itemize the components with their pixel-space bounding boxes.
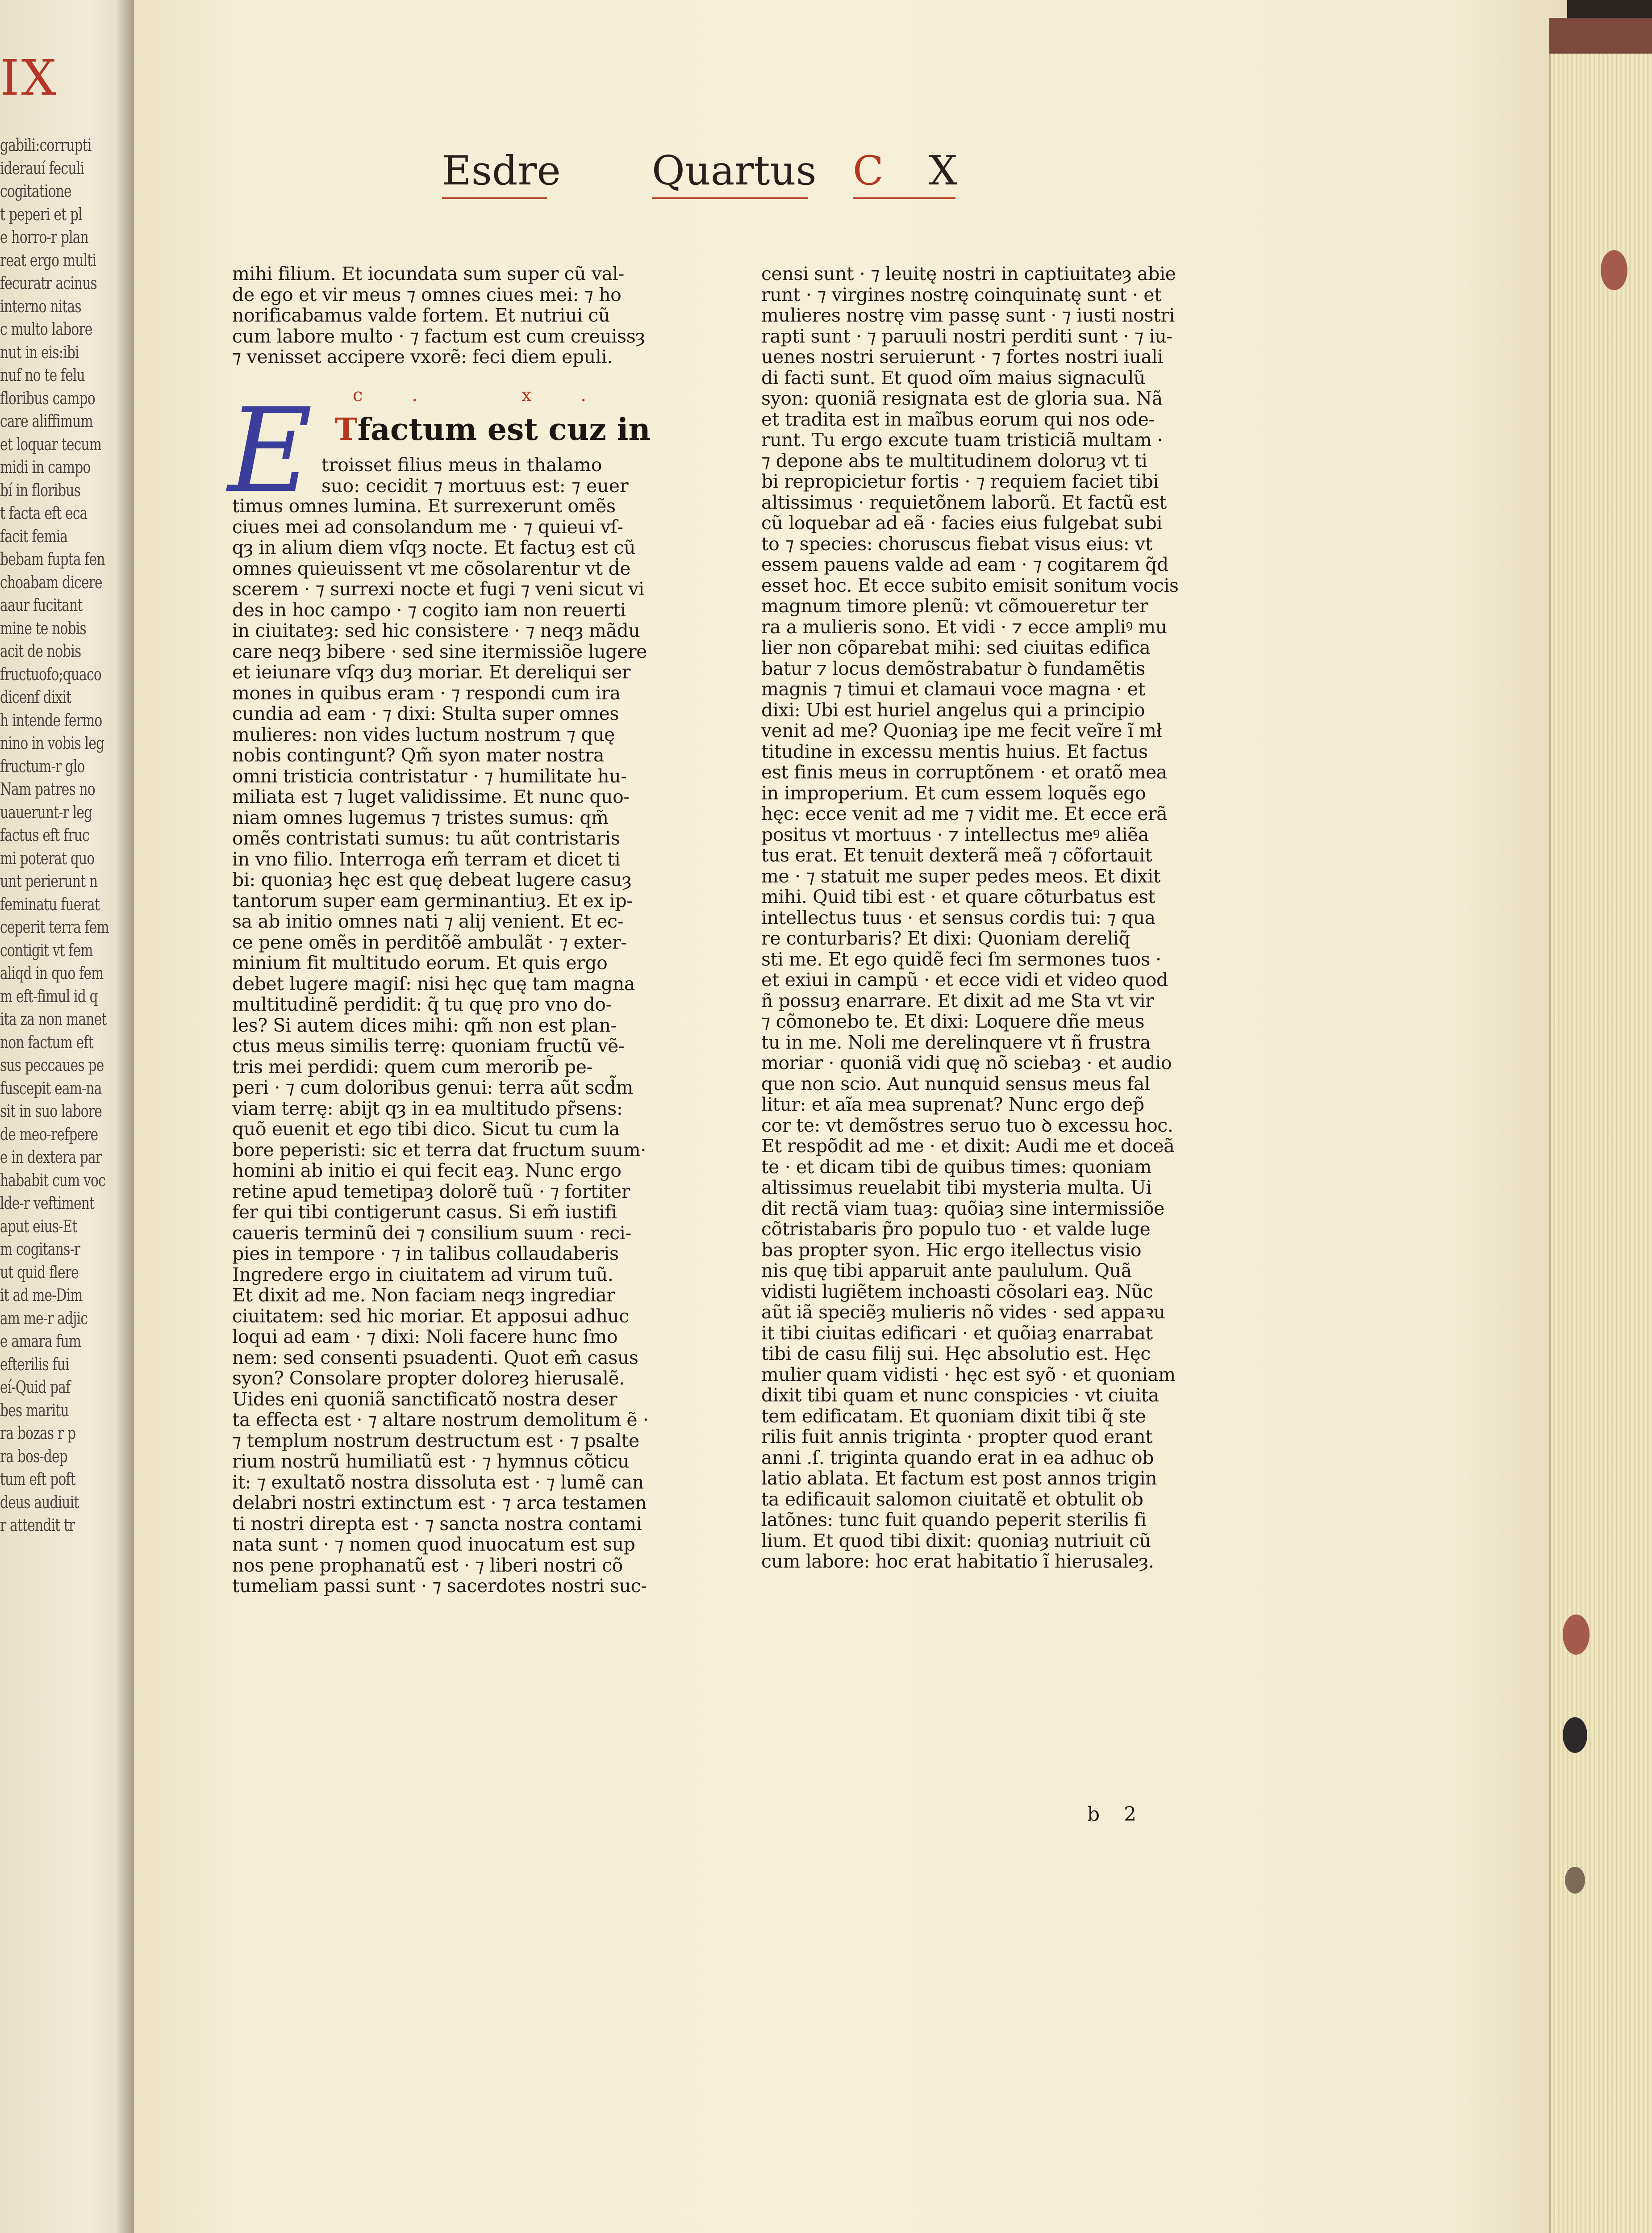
text-line: mihi filium. Et iocundata sum super cũ val- bbox=[232, 263, 624, 284]
clasp-pin-middle bbox=[1563, 1614, 1589, 1655]
page-edges bbox=[1549, 54, 1652, 2233]
text-line: et tradita est in maĩbus eorum qui nos ode- bbox=[761, 408, 1155, 430]
text-line: niam omnes lugemus ⁊ tristes sumus: qm̃ bbox=[232, 807, 609, 828]
text-line: mones in quibus eram · ⁊ respondi cum ira bbox=[232, 682, 621, 704]
text-line: moriar · quoniã vidi quę nõ sciebaȝ · et audio bbox=[761, 1052, 1172, 1074]
text-line: sa ab initio omnes nati ⁊ alij venient. Et ec- bbox=[232, 911, 624, 932]
signature-mark: b 2 bbox=[1087, 1803, 1146, 1826]
header-title: Quartus bbox=[652, 147, 817, 194]
left-folio-number: IX bbox=[0, 49, 58, 106]
text-line: Uides eni quoniã sanctificatõ nostra deser bbox=[232, 1388, 617, 1410]
text-line: care neqȝ bibere · sed sine itermissiõe lugere bbox=[232, 640, 647, 662]
text-line: multitudinẽ perdidit: q̃ tu quę pro vno do- bbox=[232, 994, 612, 1015]
text-line: litur: et aĩa mea suprenat? Nunc ergo dep̃ bbox=[761, 1094, 1144, 1115]
text-line: anni .ſ. triginta quando erat in ea adhuc ob bbox=[761, 1447, 1154, 1468]
text-line: syon: quoniã resignata est de gloria sua. Nã bbox=[761, 388, 1163, 409]
text-line: intellectus tuus · et sensus cordis tui: ⁊ qua bbox=[761, 907, 1156, 928]
text-line: bi: quoniaȝ hęc est quę debeat lugere casuȝ bbox=[232, 869, 632, 891]
text-line: ti nostri direpta est · ⁊ sancta nostra contami bbox=[232, 1513, 642, 1535]
text-line: rilis fuit annis triginta · propter quod erant bbox=[761, 1426, 1153, 1447]
text-line: caueris terminũ dei ⁊ consilium suum · reci- bbox=[232, 1222, 631, 1244]
text-line: magnis ⁊ timui et clamaui voce magna · et bbox=[761, 678, 1145, 700]
text-line: suo: cecidit ⁊ mortuus est: ⁊ euer bbox=[321, 475, 629, 497]
text-line: runt. Tu ergo excute tuam tristiciã multam · bbox=[761, 429, 1163, 451]
text-line: dit rectã viam tuaȝ: quõiaȝ sine intermissiõe bbox=[761, 1197, 1164, 1219]
text-line: altissimus · requietõnem laborũ. Et factũ est bbox=[761, 491, 1167, 513]
text-line: tem edificatam. Et quoniam dixit tibi q̃ ste bbox=[761, 1405, 1146, 1427]
text-line: syon? Consolare propter doloreȝ hierusalẽ. bbox=[232, 1367, 625, 1389]
text-line: mihi. Quid tibi est · et quare cõturbatus est bbox=[761, 886, 1156, 907]
text-line: cum labore multo · ⁊ factum est cum creuissȝ bbox=[232, 325, 645, 347]
text-line: et exiui in campũ · et ecce vidi et video quod bbox=[761, 969, 1168, 991]
text-line: cum labore: hoc erat habitatio ĩ hierusaleȝ. bbox=[761, 1551, 1154, 1572]
left-page-text: gabili:corrupti iderauí feculi cogitatione t peperi et pl e horro-r plan reat ergo multi fecuratr acinus interno nitas c multo labore nut in eis:ibi nuf no te felu floribus campo care aliffimum et loquar tecum midi in campo bí in floribus t facta eft eca facit femia bebam fupta fen choabam dicere aaur fucitant mine te nobis acit de nobis fructuofo;quaco dicenf dixit h intende fermo nino in vobis leg fructum-r glo Nam patres no uauerunt-r leg factus eft fruc mi poterat quo unt perierunt n feminatu fuerat ceperit terra fem contigit vt fem aliqd in quo fem m eft-fimul id q ita za non manet non factum eft sus peccaues pe fuscepit eam-na sit in suo labore de meo-refpere e in dextera par hababit cum voc lde-r veftiment aput eius-Et m cogitans-r ut quid flere it ad me-Dim am me-r adjic e amara fum efterilis fui eí-Quid paf bes maritu ra bozas r p ra bos-dep tum eft poft deus audiuit r attendit tr bbox=[0, 135, 109, 1535]
text-line: ra a mulieris sono. Et vidi · ⁊ ecce ampliꝰ mu bbox=[761, 616, 1167, 638]
text-line: bas propter syon. Hic ergo itellectus visio bbox=[761, 1239, 1142, 1261]
text-line: debet lugere magiſ: nisi hęc quę tam magna bbox=[232, 973, 635, 995]
rubric-letter: T bbox=[335, 412, 358, 447]
text-line: delabri nostri extinctum est · ⁊ arca testamen bbox=[232, 1492, 647, 1514]
text-line: positus vt mortuus · ⁊ intellectus meꝰ aliẽa bbox=[761, 824, 1149, 845]
text-line: in vno filio. Interroga em̃ terram et dicet ti bbox=[232, 848, 621, 870]
text-line: mulieres: non vides luctum nostrum ⁊ quę bbox=[232, 723, 615, 745]
text-line: ce pene omẽs in perditõẽ ambulãt · ⁊ exter- bbox=[232, 931, 627, 953]
text-line: it: ⁊ exultatõ nostra dissoluta est · ⁊ lumẽ can bbox=[232, 1471, 644, 1493]
text-line: fer qui tibi contigerunt casus. Si em̃ iustifi bbox=[232, 1201, 617, 1223]
text-line: te · et dicam tibi de quibus times: quoniam bbox=[761, 1156, 1151, 1178]
text-line: lier non cõparebat mihi: sed ciuitas edifica bbox=[761, 637, 1151, 658]
text-line: bi repropicietur fortis · ⁊ requiem faciet tibi bbox=[761, 471, 1159, 492]
text-line: omnes quieuissent vt me cõsolarentur vt ḋe bbox=[232, 557, 631, 579]
text-line: ctus meus similis terrę: quoniam fructũ vẽ- bbox=[232, 1035, 625, 1057]
text-line: essem pauens valde ad eam · ⁊ cogitarem q̃d bbox=[761, 554, 1168, 575]
text-line: hęc: ecce venit ad me ⁊ vidit me. Et ecce erã bbox=[761, 803, 1168, 824]
text-line: re conturbaris? Et dixi: Quoniam dereliq̃ bbox=[761, 928, 1131, 949]
text-line: aũt iã speciẽȝ mulieris nõ vides · sed appaꝛu bbox=[761, 1301, 1165, 1323]
text-line: latõnes: tunc fuit quando peperit sterilis fi bbox=[761, 1509, 1147, 1530]
running-header bbox=[442, 147, 978, 201]
text-line: omẽs contristati sumus: tu aũt contristaris bbox=[232, 828, 620, 849]
text-line: que non scio. Aut nunquid sensus meus fal bbox=[761, 1073, 1150, 1095]
text-line: di facti sunt. Et quod oĩm maius signaculũ bbox=[761, 367, 1145, 389]
text-line: in improperium. Et cum essem loquẽs ego bbox=[761, 782, 1146, 804]
text-line: nos pene prophanatũ est · ⁊ liberi nostri cõ bbox=[232, 1554, 623, 1576]
text-line: tus erat. Et tenuit dexterã meã ⁊ cõfortauit bbox=[761, 845, 1152, 866]
text-line: les? Si autem dices mihi: qm̃ non est plan- bbox=[232, 1014, 617, 1036]
text-line: latio ablata. Et factum est post annos trigin bbox=[761, 1468, 1157, 1489]
text-line: retine apud temetipaȝ dolorẽ tuũ · ⁊ fortiter bbox=[232, 1180, 630, 1202]
text-line: ⁊ venisset accipere vxorẽ: feci diem epuli. bbox=[232, 346, 613, 368]
text-line: tibi de casu filij sui. Hęc absolutio est. Hęc bbox=[761, 1343, 1151, 1364]
text-line: nobis contingunt? Qm̃ syon mater nostra bbox=[232, 744, 605, 766]
text-line: batur ⁊ locus demõstrabatur ꝺ fundamẽtis bbox=[761, 657, 1145, 679]
text-line: Ingredere ergo in ciuitatem ad virum tuũ. bbox=[232, 1263, 613, 1285]
text-line: ⁊ cõmonebo te. Et dixi: Loquere dñe meus bbox=[761, 1011, 1145, 1032]
text-line: nata sunt · ⁊ nomen quod inuocatum est sup bbox=[232, 1534, 635, 1555]
text-line: quõ euenit et ego tibi dico. Sicut tu cum la bbox=[232, 1118, 620, 1140]
text-line: norificabamus valde fortem. Et nutriui cũ bbox=[232, 305, 610, 326]
header-book: Esdre bbox=[442, 147, 561, 194]
decorated-initial: E bbox=[228, 384, 313, 519]
text-line: viam terrę: abijt qȝ in ea multitudo pr̃sens: bbox=[232, 1097, 623, 1119]
text-line: Et respõdit ad me · et dixit: Audi me et doceã bbox=[761, 1135, 1175, 1157]
column-right bbox=[761, 263, 1179, 1572]
text-line: dixi: Ubi est huriel angelus qui a principio bbox=[761, 699, 1145, 721]
clasp-pin-top bbox=[1601, 250, 1627, 290]
text-line: tu in me. Noli me derelinquere vt ñ frustra bbox=[761, 1031, 1151, 1053]
text-line: miliata est ⁊ luget validissime. Et nunc quo- bbox=[232, 786, 630, 807]
text-line: mulier quam vidisti · hęc est syõ · et quoniam bbox=[761, 1363, 1176, 1385]
text-line: sti me. Et ego quidẽ feci ſm sermones tuos · bbox=[761, 948, 1161, 970]
text-line: cõtristabaris p̃ro populo tuo · et valde luge bbox=[761, 1218, 1151, 1240]
text-line: ciues mei ad consolandum me · ⁊ quieui vſ- bbox=[232, 516, 623, 538]
text-line: censi sunt · ⁊ leuitę nostri in captiuitateȝ abie bbox=[761, 263, 1176, 284]
text-line: runt · ⁊ virgines nostrę coinquinatę sunt · et bbox=[761, 284, 1162, 305]
text-line: timus omnes lumina. Et surrexerunt omẽs bbox=[232, 495, 616, 517]
text-line: dixit tibi quam et nunc conspicies · vt ciuita bbox=[761, 1384, 1159, 1406]
text-line: nem: sed consenti psuadenti. Quot em̃ casus bbox=[232, 1346, 638, 1368]
text-line: minium fit multitudo eorum. Et quis ergo bbox=[232, 952, 608, 974]
opening-continuation bbox=[321, 455, 634, 496]
text-line: cundia ad eam · ⁊ dixi: Stulta super omnes bbox=[232, 703, 619, 724]
text-line: to ⁊ species: choruscus fiebat visus eius: vt bbox=[761, 533, 1152, 555]
text-line: des in hoc campo · ⁊ cogito iam non reuerti bbox=[232, 599, 626, 621]
text-line: ñ possuȝ enarrare. Et dixit ad me Sta vt vir bbox=[761, 990, 1154, 1012]
header-folio-letter: C bbox=[853, 147, 884, 194]
text-line: qȝ in alium diem vſqȝ nocte. Et factuȝ est cũ bbox=[232, 537, 636, 558]
chapter-opening bbox=[335, 412, 651, 447]
text-line: lium. Et quod tibi dixit: quoniaȝ nutriuit cũ bbox=[761, 1530, 1151, 1551]
text-line: ⁊ depone abs te multitudinem doloruȝ vt ti bbox=[761, 450, 1147, 472]
text-line: bore peperisti: sic et terra dat fructum suum· bbox=[232, 1139, 646, 1161]
text-line: ciuitatem: sed hic moriar. Et apposui adhuc bbox=[232, 1305, 629, 1327]
text-line: omni tristicia contristatur · ⁊ humilitate hu- bbox=[232, 765, 627, 787]
text-line: est finis meus in corruptõnem · et oratõ mea bbox=[761, 761, 1167, 783]
text-line: troisset filius meus in thalamo bbox=[321, 454, 602, 476]
column-left-body bbox=[232, 495, 649, 1597]
clasp-pin-lower bbox=[1565, 1867, 1585, 1894]
text-line: ⁊ templum nostrum destructum est · ⁊ psalte bbox=[232, 1430, 639, 1451]
opening-text: factum est cuz in bbox=[357, 412, 651, 447]
text-line: ta edificauit salomon ciuitatẽ et obtulit ob bbox=[761, 1488, 1143, 1510]
header-folio-number: X bbox=[929, 147, 958, 194]
text-line: nis quę tibi apparuit ante paululum. Quã bbox=[761, 1260, 1132, 1281]
text-line: tantorum super eam germinantiuȝ. Et ex ip- bbox=[232, 890, 633, 912]
text-line: rapti sunt · ⁊ paruuli nostri perditi sunt · ⁊ iu- bbox=[761, 325, 1172, 347]
text-line: altissimus reuelabit tibi mysteria multa. Ui bbox=[761, 1177, 1152, 1198]
text-line: et ieiunare vſqȝ duȝ moriar. Et dereliqui ser bbox=[232, 661, 631, 683]
text-line: uenes nostri seruierunt · ⁊ fortes nostri iuali bbox=[761, 346, 1163, 368]
text-line: magnum timore plenũ: vt cõmoueretur ter bbox=[761, 595, 1148, 617]
text-line: scerem · ⁊ surrexi nocte et fugi ⁊ veni sicut vi bbox=[232, 578, 644, 600]
text-line: loqui ad eam · ⁊ dixi: Noli facere hunc ſmo bbox=[232, 1326, 618, 1347]
text-line: esset hoc. Et ecce subito emisit sonitum vocis bbox=[761, 574, 1179, 596]
text-line: mulieres nostrę vim passę sunt · ⁊ iusti nostri bbox=[761, 305, 1175, 326]
text-line: in ciuitateȝ: sed hic consistere · ⁊ neqȝ mãdu bbox=[232, 620, 640, 641]
text-line: titudine in excessu mentis huius. Et factus bbox=[761, 740, 1148, 762]
column-left bbox=[232, 263, 645, 368]
text-line: me · ⁊ statuit me super pedes meos. Et dixit bbox=[761, 865, 1160, 887]
text-line: Et dixit ad me. Non faciam neqȝ ingrediar bbox=[232, 1284, 615, 1306]
text-line: it tibi ciuitas edificari · et quõiaȝ enarrabat bbox=[761, 1322, 1153, 1344]
text-line: de ego et vir meus ⁊ omnes ciues mei: ⁊ ho bbox=[232, 284, 622, 305]
text-line: venit ad me? Quoniaȝ ipe me fecit veĩre ĩ mł bbox=[761, 720, 1162, 741]
text-line: rium nostrũ humiliatũ est · ⁊ hymnus cõticu bbox=[232, 1451, 630, 1472]
text-line: cor te: vt demõstres seruo tuo ꝺ excessu hoc. bbox=[761, 1114, 1173, 1136]
clasp-pin-dark bbox=[1563, 1717, 1587, 1753]
text-line: peri · ⁊ cum doloribus genui: terra aũt scd̃m bbox=[232, 1077, 633, 1098]
text-line: tris mei perdidi: quem cum merorib̃ pe- bbox=[232, 1056, 592, 1078]
text-line: cũ loquebar ad eã · facies eius fulgebat subi bbox=[761, 512, 1163, 534]
text-line: ta effecta est · ⁊ altare nostrum demolitum ẽ · bbox=[232, 1409, 649, 1430]
text-line: tumeliam passi sunt · ⁊ sacerdotes nostri suc- bbox=[232, 1575, 647, 1597]
chapter-marker: c. x. bbox=[353, 385, 636, 406]
text-line: vidisti lugiẽtem inchoasti cõsolari eaȝ. Nũc bbox=[761, 1280, 1153, 1302]
text-line: pies in tempore · ⁊ in talibus collaudaberis bbox=[232, 1243, 619, 1264]
text-line: homini ab initio ei qui fecit eaȝ. Nunc ergo bbox=[232, 1160, 622, 1181]
